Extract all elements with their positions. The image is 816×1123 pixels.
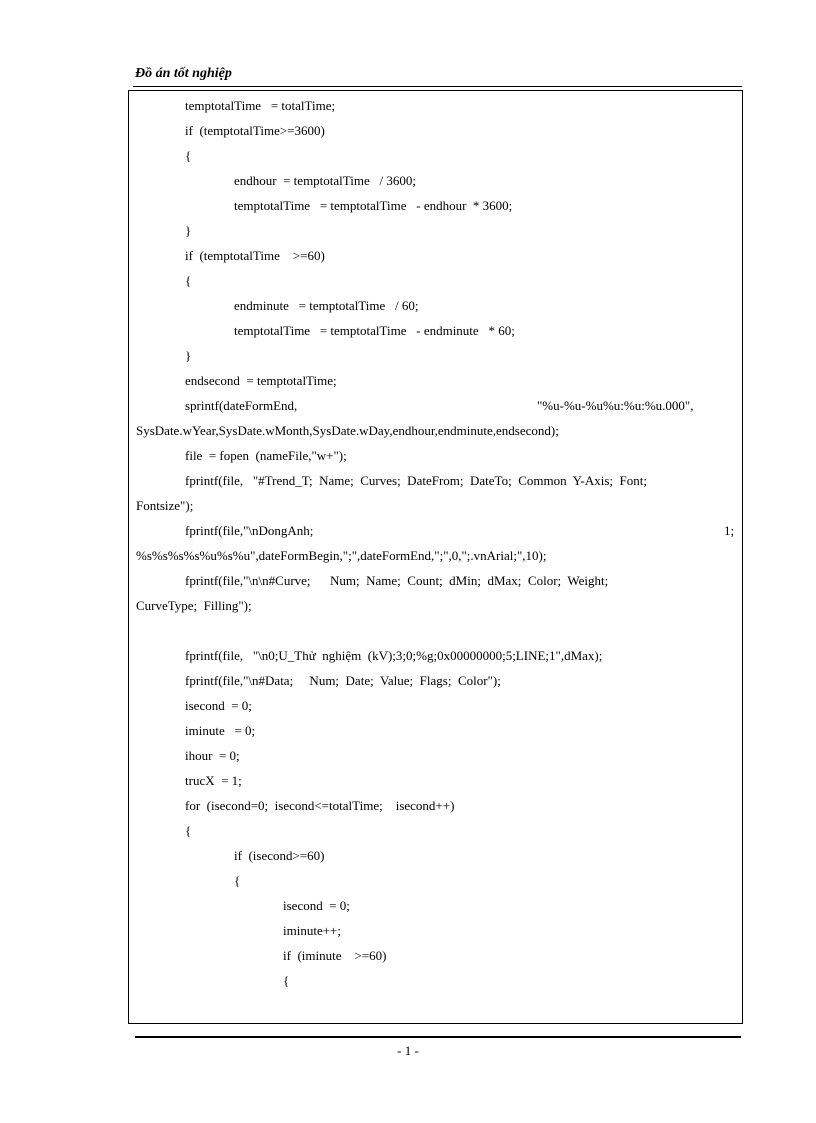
code-line: if (temptotalTime >=60) [185,248,325,263]
page-number: - 1 - [397,1043,419,1058]
code-line: %s%s%s%s%u%s%u",dateFormBegin,";",dateFormEnd,";",0,";.vnArial;",10); [136,548,547,563]
code-line: fprintf(file,"\n\n#Curve; Num; Name; Count; dMin; dMax; Color; Weight; [185,573,609,588]
code-line: CurveType; Filling"); [136,598,252,613]
code-line: { [283,973,290,988]
code-line: { [234,873,241,888]
code-line: 1; [724,523,735,538]
code-line: sprintf(dateFormEnd, [185,398,298,413]
code-line: if (isecond>=60) [234,848,325,863]
code-line: SysDate.wYear,SysDate.wMonth,SysDate.wDay,endhour,endminute,endsecond); [136,423,559,438]
code-line: temptotalTime = temptotalTime - endhour * 3600; [234,198,513,213]
code-line: temptotalTime = totalTime; [185,98,336,113]
code-line: if (temptotalTime>=3600) [185,123,325,138]
code-line: endminute = temptotalTime / 60; [234,298,419,313]
footer-rule [135,1036,741,1038]
code-line: fprintf(file, "#Trend_T; Name; Curves; DateFrom; DateTo; Common Y-Axis; Font; [185,473,648,488]
code-line: temptotalTime = temptotalTime - endminute * 60; [234,323,515,338]
code-line: { [185,823,192,838]
code-line: ihour = 0; [185,748,240,763]
code-line: for (isecond=0; isecond<=totalTime; isecond++) [185,798,455,813]
code-line: } [185,223,192,238]
code-line: Fontsize"); [136,498,194,513]
document-header-title: Đồ án tốt nghiệp [135,66,232,81]
code-line: { [185,148,192,163]
code-line: trucX = 1; [185,773,242,788]
code-line: isecond = 0; [283,898,350,913]
code-line: { [185,273,192,288]
code-line: } [185,348,192,363]
code-line: if (iminute >=60) [283,948,387,963]
code-line: fprintf(file, "\n0;U_Thử nghiệm (kV);3;0;%g;0x00000000;5;LINE;1",dMax); [185,648,603,663]
code-line: iminute++; [283,923,341,938]
code-line: fprintf(file,"\nDongAnh; [185,523,314,538]
code-line: iminute = 0; [185,723,256,738]
code-line: "%u-%u-%u%u:%u:%u.000", [537,398,694,413]
code-line: isecond = 0; [185,698,252,713]
header-rule [133,86,742,87]
code-line: endsecond = temptotalTime; [185,373,337,388]
code-line: fprintf(file,"\n#Data; Num; Date; Value; Flags; Color"); [185,673,501,688]
code-line: endhour = temptotalTime / 3600; [234,173,416,188]
code-line: file = fopen (nameFile,"w+"); [185,448,347,463]
